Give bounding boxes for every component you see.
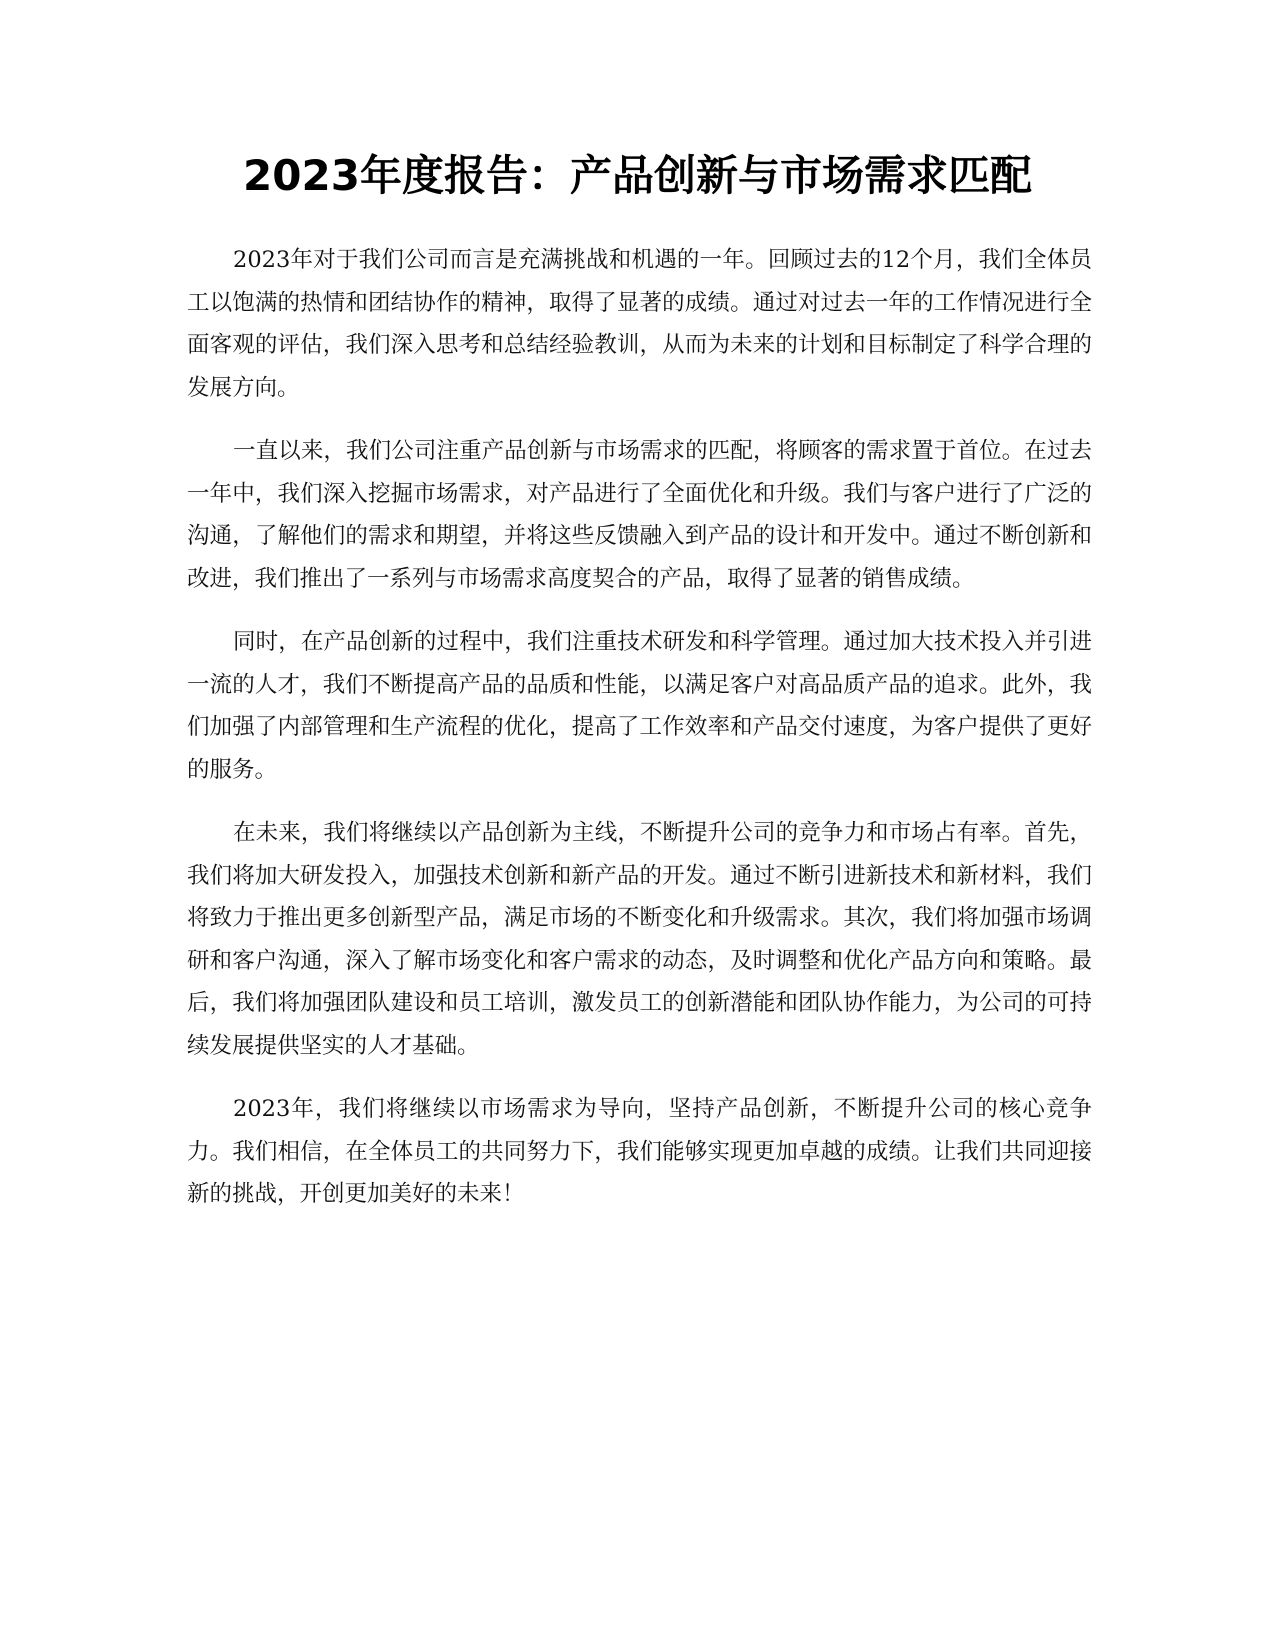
paragraph-3: 同时，在产品创新的过程中，我们注重技术研发和科学管理。通过加大技术投入并引进一流的人才，我们不断提高产品的品质和性能，以满足客户对高品质产品的追求。此外，我们加强了内部管理和生产流程的优化，提高了工作效率和产品交付速度，为客户提供了更好的服务。	[187, 629, 1092, 783]
document-body	[187, 239, 1092, 1237]
paragraph-4: 在未来，我们将继续以产品创新为主线，不断提升公司的竞争力和市场占有率。首先，我们将加大研发投入，加强技术创新和新产品的开发。通过不断引进新技术和新材料，我们将致力于推出更多创新型产品，满足市场的不断变化和升级需求。其次，我们将加强市场调研和客户沟通，深入了解市场变化和客户需求的动态，及时调整和优化产品方向和策略。最后，我们将加强团队建设和员工培训，激发员工的创新潜能和团队协作能力，为公司的可持续发展提供坚实的人才基础。	[187, 820, 1092, 1059]
document-title: 2023年度报告：产品创新与市场需求匹配	[243, 151, 1032, 200]
paragraph-2: 一直以来，我们公司注重产品创新与市场需求的匹配，将顾客的需求置于首位。在过去一年中，我们深入挖掘市场需求，对产品进行了全面优化和升级。我们与客户进行了广泛的沟通，了解他们的需求和期望，并将这些反馈融入到产品的设计和开发中。通过不断创新和改进，我们推出了一系列与市场需求高度契合的产品，取得了显著的销售成绩。	[187, 438, 1092, 592]
paragraph-1: 2023年对于我们公司而言是充满挑战和机遇的一年。回顾过去的12个月，我们全体员工以饱满的热情和团结协作的精神，取得了显著的成绩。通过对过去一年的工作情况进行全面客观的评估，我们深入思考和总结经验教训，从而为未来的计划和目标制定了科学合理的发展方向。	[187, 247, 1092, 401]
paragraph-5: 2023年，我们将继续以市场需求为导向，坚持产品创新，不断提升公司的核心竞争力。我们相信，在全体员工的共同努力下，我们能够实现更加卓越的成绩。让我们共同迎接新的挑战，开创更加美好的未来！	[187, 1096, 1092, 1207]
